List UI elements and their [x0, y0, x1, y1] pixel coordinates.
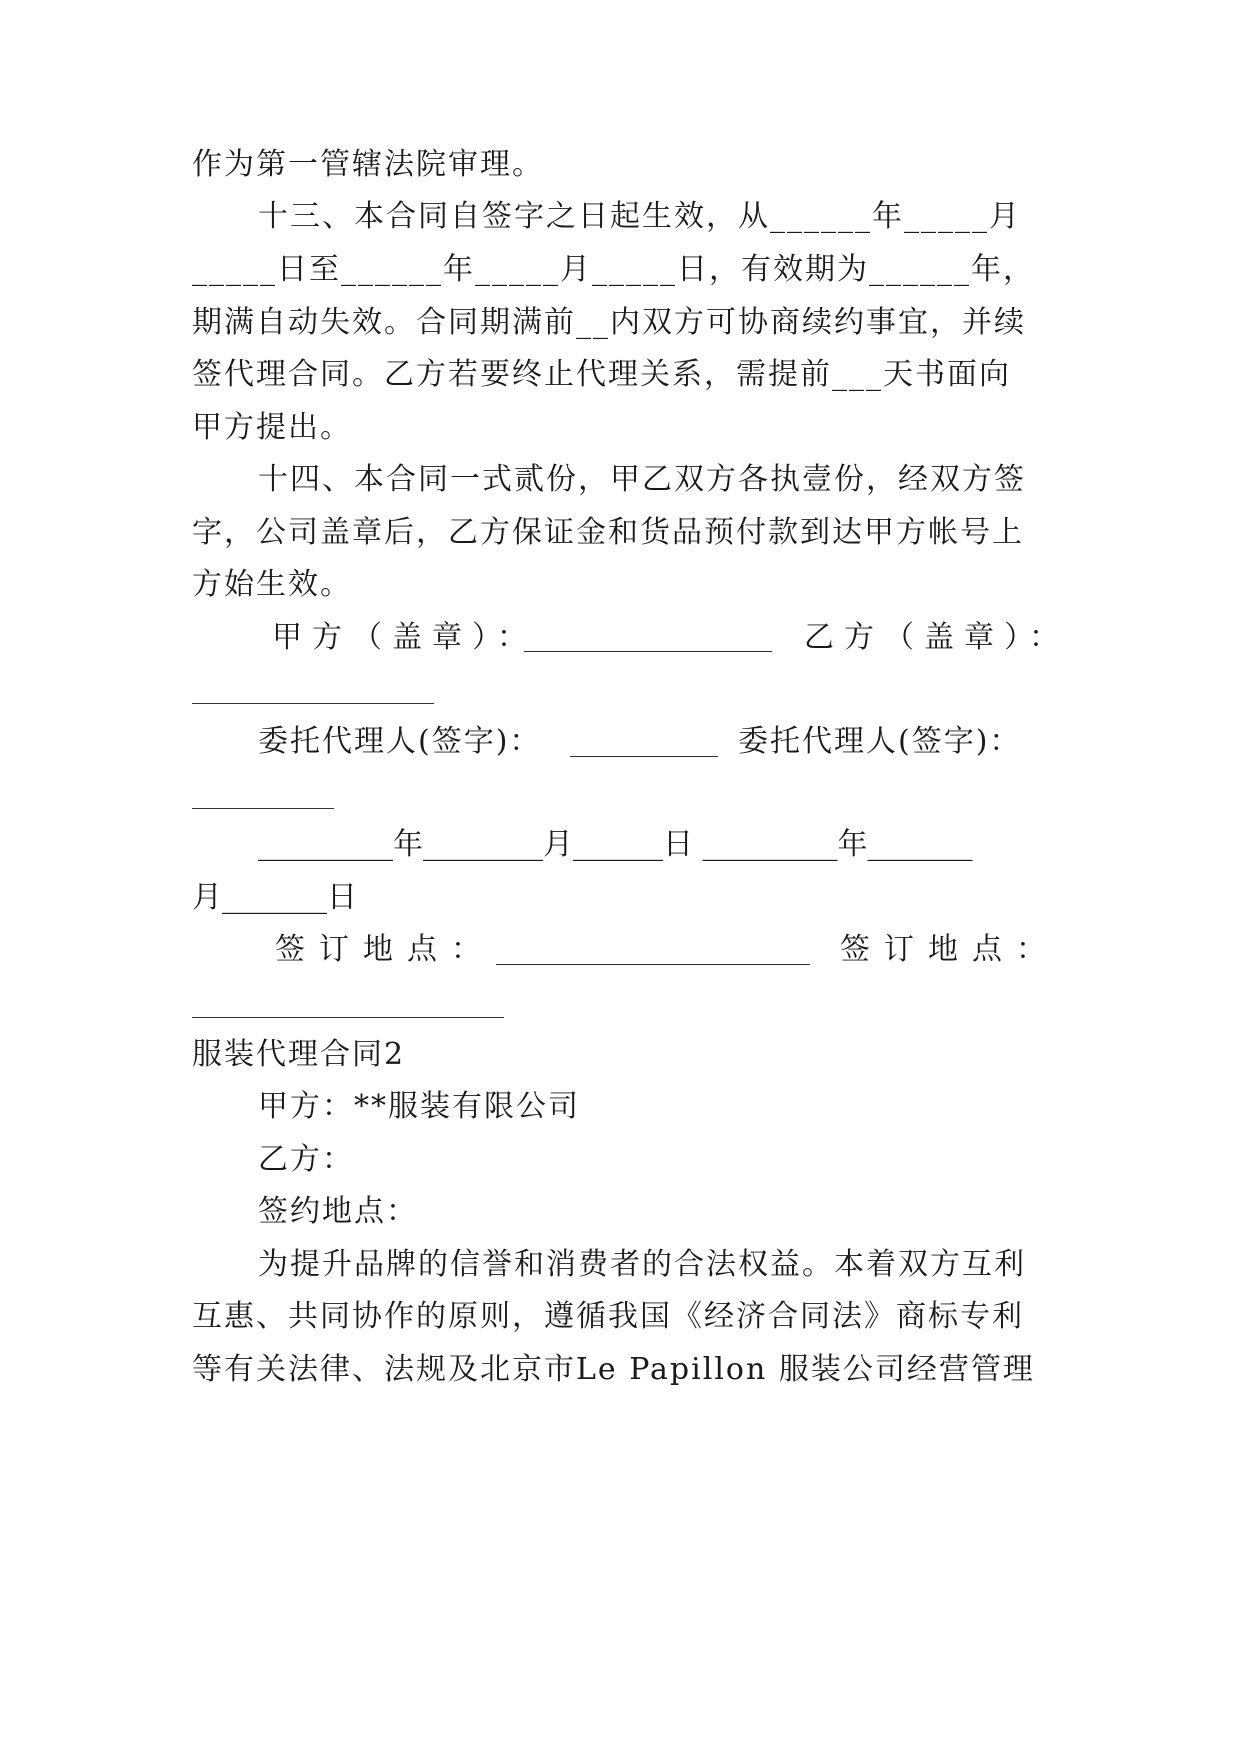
party-b-seal-label: 乙方（盖章）： — [804, 620, 1069, 655]
agent-b-blank — [192, 808, 334, 809]
party-b-seal-blank — [192, 703, 434, 704]
clause-13-line: 期满自动失效。合同期满前__内双方可协商续约事宜，并续 — [192, 305, 1026, 340]
date-line: _________年________月______日 _________年_______ — [258, 827, 973, 862]
clause-13-line: _____日至______年_____月_____日，有效期为______年， — [192, 252, 1035, 287]
clause-14-line: 字，公司盖章后，乙方保证金和货品预付款到达甲方帐号上 — [192, 515, 1024, 550]
preamble-line: 等有关法律、法规及北京市Le Papillon 服装公司经营管理 — [192, 1352, 1035, 1387]
contract-title: 服装代理合同2 — [192, 1037, 406, 1072]
preamble-line: 互惠、共同协作的原则，遵循我国《经济合同法》商标专利 — [192, 1299, 1024, 1334]
signing-place-line: 签约地点： — [258, 1194, 418, 1229]
place-a-label: 签订地点： — [275, 932, 495, 967]
party-a-seal-label: 甲方（盖章）： — [272, 620, 537, 655]
agent-a-label: 委托代理人(签字)： — [258, 724, 542, 759]
party-b-line: 乙方： — [258, 1142, 354, 1177]
party-a-line: 甲方：**服装有限公司 — [258, 1089, 580, 1124]
clause-13-line: 甲方提出。 — [192, 410, 352, 445]
clause-14-line: 十四、本合同一式贰份，甲乙双方各执壹份，经双方签 — [258, 462, 1026, 497]
clause-13-line: 十三、本合同自签字之日起生效，从______年_____月 — [258, 199, 1021, 234]
agent-b-label: 委托代理人(签字)： — [738, 724, 1022, 759]
clause-13-line: 签代理合同。乙方若要终止代理关系，需提前___天书面向 — [192, 357, 1011, 392]
party-a-seal-blank — [524, 651, 772, 652]
preamble-line: 为提升品牌的信誉和消费者的合法权益。本着双方互利 — [258, 1247, 1026, 1282]
date-line: 月_______日 — [192, 880, 357, 915]
place-a-blank — [496, 964, 810, 965]
place-b-blank — [192, 1017, 504, 1018]
place-b-label: 签订地点： — [840, 932, 1060, 967]
clause-14-line: 方始生效。 — [192, 567, 352, 602]
text-line: 作为第一管辖法院审理。 — [192, 147, 544, 182]
agent-a-blank — [570, 756, 718, 757]
